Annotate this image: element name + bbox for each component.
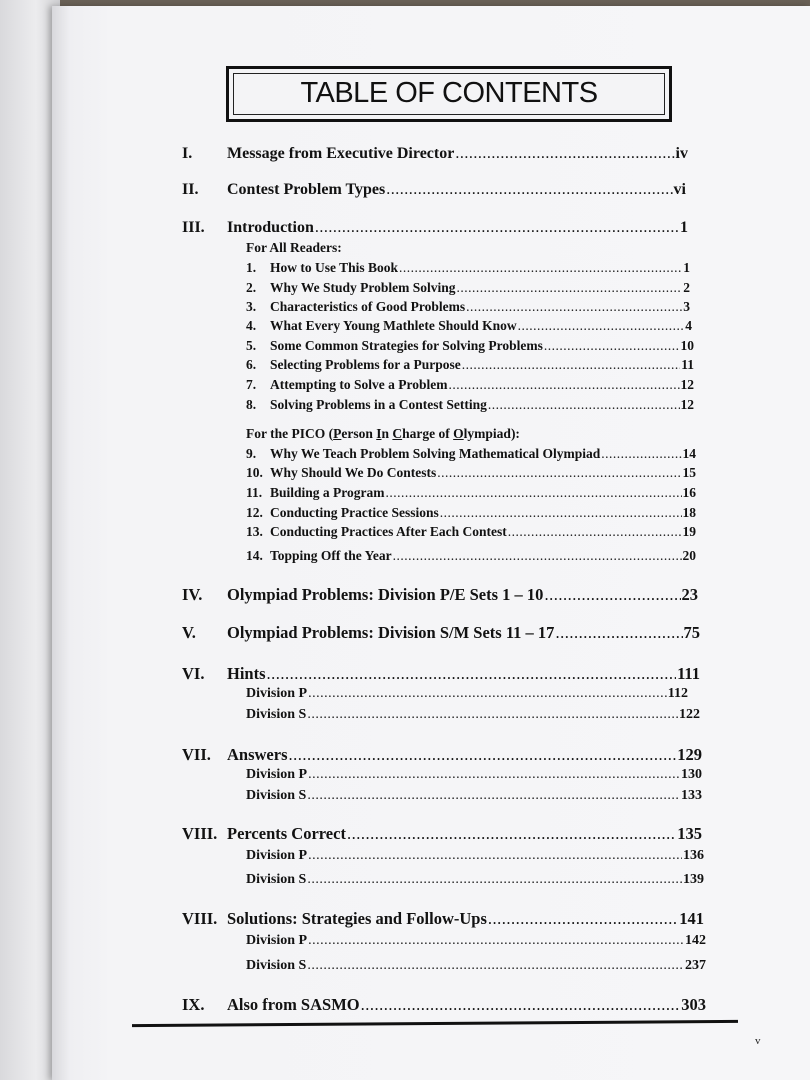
toc-subentry [246,338,694,354]
toc-entry-page: 141 [679,909,704,928]
toc-division-title: Division P [246,767,308,782]
dot-leader [307,958,684,974]
toc-subentry [246,397,694,413]
dot-leader [448,377,679,393]
toc-subentry-page: 14 [682,446,696,461]
toc-subentry-number: 5. [246,338,257,353]
dot-leader [457,280,683,296]
toc-entry-number: VI. [182,664,205,683]
toc-division-page: 136 [683,848,704,863]
toc-subentry-number: 7. [246,377,257,392]
toc-entry-iv [182,585,698,605]
toc-subentry-number: 2. [246,280,257,295]
dot-leader [544,585,680,605]
toc-entry-page: 129 [677,745,702,764]
dot-leader [555,623,682,643]
dot-leader [440,505,682,521]
dot-leader [347,824,676,844]
toc-entry-number: VII. [182,745,211,764]
toc-division [246,686,688,702]
toc-subentry-page: 20 [682,548,696,563]
toc-entry-number: IV. [182,585,203,604]
toc-entry-title: Message from Executive Director [227,145,455,162]
toc-subentry [246,465,696,481]
toc-entry-viii-solutions [182,909,704,929]
toc-entry-number: VIII. [182,824,218,843]
toc-subentry-title: Solving Problems in a Contest Setting [270,397,487,412]
dot-leader [455,145,674,163]
toc-entry-vi [182,664,700,684]
toc-entry-title: Solutions: Strategies and Follow-Ups [227,909,487,928]
dot-leader [308,767,680,783]
toc-subentry-page: 10 [680,338,694,353]
toc-entry-i [182,145,688,163]
dot-leader [289,745,677,765]
toc-entry-v [182,623,700,643]
toc-subentry [246,299,690,315]
toc-subentry-number: 3. [246,299,257,314]
toc-entry-number: IX. [182,995,205,1014]
page-title: TABLE OF CONTENTS [300,77,598,109]
toc-entry-ii [182,181,686,199]
dot-leader [315,219,679,237]
toc-subentry-number: 10. [246,465,263,480]
dot-leader [307,788,680,804]
pico-heading: For the PICO (Person In Charge of Olympiad): [246,426,520,441]
toc-subentry-page: 2 [683,280,690,295]
toc-subentry-page: 11 [681,357,694,372]
toc-subentry-page: 18 [682,505,696,520]
dot-leader [601,446,681,462]
toc-subentry-number: 1. [246,260,257,275]
toc-subentry-title: Conducting Practice Sessions [270,505,439,520]
toc-subentry [246,505,696,521]
toc-subentry-title: Why Should We Do Contests [270,465,437,480]
toc-entry-title: Answers [227,745,288,764]
dot-leader [267,664,677,684]
toc-entry-title: Olympiad Problems: Division S/M Sets 11 – 17 [227,623,555,642]
toc-subentry [246,377,694,393]
toc-division-page: 133 [681,788,702,803]
toc-subentry [246,548,696,564]
toc-entry-ix [182,995,706,1015]
dot-leader [308,848,682,864]
toc-subentry-page: 12 [680,397,694,412]
toc-division-title: Division P [246,686,308,701]
toc-subentry-number: 11. [246,485,263,500]
toc-subentry-title: Why We Study Problem Solving [270,280,456,295]
toc-subentry-page: 4 [685,318,692,333]
dot-leader [393,548,682,564]
toc-entry-page: 303 [681,995,706,1014]
toc-division-title: Division S [246,958,307,973]
toc-subentry-title: Attempting to Solve a Problem [270,377,448,392]
toc-subentry [246,485,696,501]
toc-subentry-number: 4. [246,318,257,333]
toc-division-title: Division S [246,788,307,803]
dot-leader [462,357,681,373]
toc-division-title: Division P [246,933,308,948]
toc-division-title: Division S [246,872,307,887]
dot-leader [399,260,682,276]
toc-subentry [246,318,692,334]
toc-subentry-title: Selecting Problems for a Purpose [270,357,461,372]
toc-entry-page: iv [675,145,688,162]
left-page-edge [0,0,60,1080]
toc-division [246,933,706,949]
dot-leader [308,686,667,702]
dot-leader [437,465,681,481]
toc-entry-title: Olympiad Problems: Division P/E Sets 1 – 10 [227,585,544,604]
toc-division [246,767,702,783]
dot-leader [544,338,680,354]
toc-subentry-title: Building a Program [270,485,385,500]
toc-subentry [246,524,696,540]
dot-leader [386,181,672,199]
toc-division-page: 122 [679,707,700,722]
toc-division-title: Division P [246,848,308,863]
readers-heading: For All Readers: [246,240,342,255]
toc-entry-page: vi [673,181,686,198]
toc-subentry-number: 6. [246,357,257,372]
toc-subentry-page: 12 [680,377,694,392]
toc-subentry [246,446,696,462]
toc-entry-vii [182,745,702,765]
toc-subentry-page: 3 [683,299,690,314]
toc-subentry-title: Topping Off the Year [270,548,392,563]
toc-entry-page: 23 [681,585,698,604]
toc-division-page: 139 [683,872,704,887]
toc-subentry-page: 16 [682,485,696,500]
title-frame [226,66,672,122]
toc-division-page: 112 [667,686,688,701]
toc-entry-page: 111 [677,664,700,683]
toc-subentry-title: What Every Young Mathlete Should Know [270,318,517,333]
dot-leader [361,995,681,1015]
toc-entry-number: I. [182,145,193,162]
toc-entry-page: 75 [683,623,700,642]
toc-subentry-title: Some Common Strategies for Solving Problems [270,338,543,353]
toc-entry-title: Introduction [227,219,314,236]
toc-entry-page: 1 [680,219,688,236]
dot-leader [508,524,682,540]
toc-division-title: Division S [246,707,307,722]
dot-leader [307,707,678,723]
toc-division [246,707,700,723]
toc-entry-number: II. [182,181,199,198]
toc-entry-title: Contest Problem Types [227,181,386,198]
toc-division [246,872,704,888]
toc-subentry-page: 19 [682,524,696,539]
toc-subentry-title: Characteristics of Good Problems [270,299,466,314]
toc-subentry [246,357,694,373]
toc-division [246,848,704,864]
toc-entry-title: Also from SASMO [227,995,360,1014]
page-number: v [755,1035,761,1047]
toc-entry-viii-percents [182,824,702,844]
toc-division [246,788,702,804]
toc-subentry-number: 12. [246,505,263,520]
toc-subentry-page: 1 [683,260,690,275]
dot-leader [466,299,682,315]
toc-division [246,958,706,974]
toc-entry-page: 135 [677,824,702,843]
toc-entry-title: Hints [227,664,266,683]
toc-subentry-title: Why We Teach Problem Solving Mathematical Olympiad [270,446,601,461]
toc-division-page: 142 [685,933,706,948]
toc-entry-title: Percents Correct [227,824,346,843]
toc-entry-iii [182,219,688,237]
toc-subentry-number: 13. [246,524,263,539]
toc-division-page: 237 [685,958,706,973]
toc-subentry [246,280,690,296]
dot-leader [488,909,678,929]
toc-subentry-number: 8. [246,397,257,412]
dot-leader [307,872,682,888]
toc-subentry-number: 9. [246,446,257,461]
dot-leader [308,933,684,949]
toc-subentry-number: 14. [246,548,263,563]
toc-entry-number: VIII. [182,909,218,928]
dot-leader [386,485,682,501]
toc-subentry-title: How to Use This Book [270,260,399,275]
dot-leader [518,318,685,334]
toc-entry-number: V. [182,623,196,642]
toc-subentry-title: Conducting Practices After Each Contest [270,524,507,539]
toc-subentry-page: 15 [682,465,696,480]
toc-subentry [246,260,690,276]
toc-entry-number: III. [182,219,205,236]
toc-division-page: 130 [681,767,702,782]
dot-leader [488,397,680,413]
